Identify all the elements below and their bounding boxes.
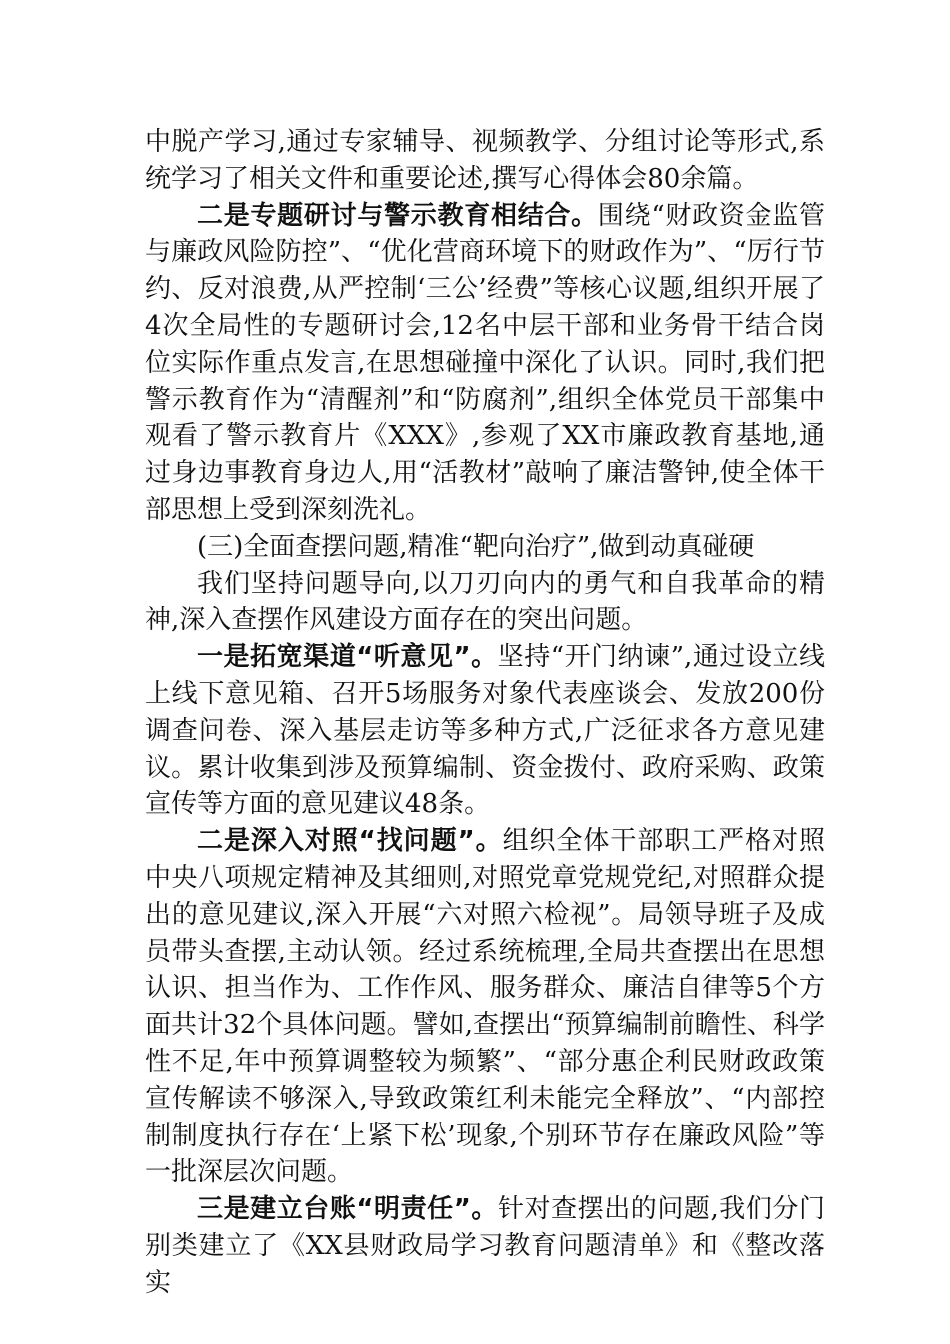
section-heading-3 xyxy=(145,529,825,566)
paragraph-5-lead: 一是拓宽渠道“听意见”。 xyxy=(197,642,498,673)
paragraph-6-text: 组织全体干部职工严格对照中央八项规定精神及其细则,对照党章党规党纪,对照群众提出的意见建议,深入开展“六对照六检视”。局领导班子及成员带头查摆,主动认领。经过系统梳理,全局共查摆出在思想认识、担当作为、工作作风、服务群众、廉洁自律等5个方面共计32个具体问题。譬如,查摆出“预算编制前瞻性、科学性不足,年中预算调整较为频繁”、“部分惠企利民财政政策宣传解读不够深入,导致政策红利未能完全释放”、“内部控制制度执行存在‘上紧下松’现象,个别环节存在廉政风险”等一批深层次问题。 xyxy=(145,826,825,1188)
paragraph-6 xyxy=(145,823,825,1191)
section-heading-3-text: (三)全面查摆问题,精准“靶向治疗”,做到动真碰硬 xyxy=(197,531,755,562)
paragraph-4 xyxy=(145,566,825,640)
paragraph-2 xyxy=(145,198,825,529)
paragraph-7 xyxy=(145,1191,825,1301)
paragraph-6-lead: 二是深入对照“找问题”。 xyxy=(197,826,503,857)
paragraph-1-text: 中脱产学习,通过专家辅导、视频教学、分组讨论等形式,系统学习了相关文件和重要论述,撰写心得体会80余篇。 xyxy=(145,127,825,194)
paragraph-7-lead: 三是建立台账“明责任”。 xyxy=(197,1194,498,1225)
document-body xyxy=(145,124,825,1302)
paragraph-5 xyxy=(145,639,825,823)
paragraph-4-text: 我们坚持问题导向,以刀刃向内的勇气和自我革命的精神,深入查摆作风建设方面存在的突出问题。 xyxy=(145,568,825,636)
paragraph-7-text: 针对查摆出的问题,我们分门别类建立了《XX县财政局学习教育问题清单》和《整改落实 xyxy=(145,1194,825,1298)
paragraph-2-lead: 二是专题研讨与警示教育相结合。 xyxy=(197,200,598,231)
paragraph-1 xyxy=(145,124,825,198)
paragraph-2-text: 围绕“财政资金监管与廉政风险防控”、“优化营商环境下的财政作为”、“厉行节约、反对浪费,从严控制‘三公’经费”等核心议题,组织开展了4次全局性的专题研讨会,12名中层干部和业务骨干结合岗位实际作重点发言,在思想碰撞中深化了认识。同时,我们把警示教育作为“清醒剂”和“防腐剂”,组织全体党员干部集中观看了警示教育片《XXX》,参观了XX市廉政教育基地,通过身边事教育身边人,用“活教材”敲响了廉洁警钟,使全体干部思想上受到深刻洗礼。 xyxy=(145,200,825,525)
paragraph-5-text: 坚持“开门纳谏”,通过设立线上线下意见箱、召开5场服务对象代表座谈会、发放200份调查问卷、深入基层走访等多种方式,广泛征求各方意见建议。累计收集到涉及预算编制、资金拨付、政府采购、政策宣传等方面的意见建议48条。 xyxy=(145,642,825,820)
